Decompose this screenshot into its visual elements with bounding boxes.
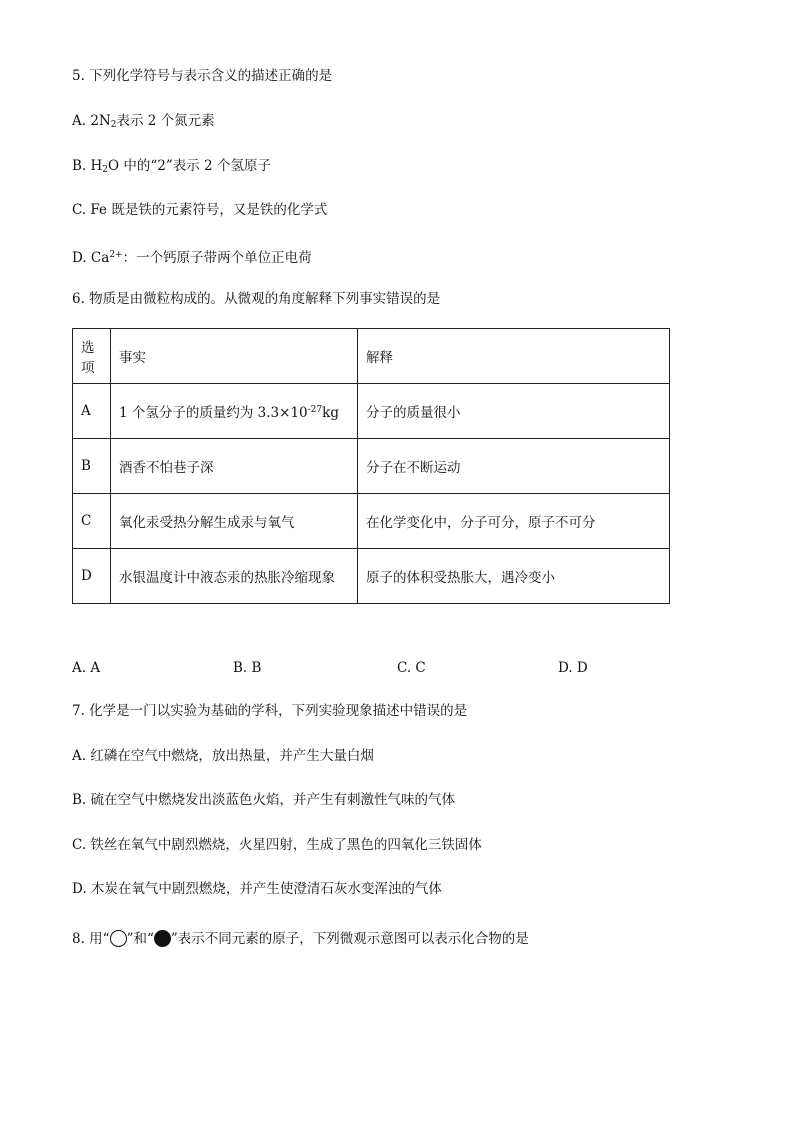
q7-option-c: C. 铁丝在氧气中剧烈燃烧，火星四射，生成了黑色的四氧化三铁固体 [72, 837, 482, 853]
table-row [73, 439, 670, 494]
q5-a-text-post: 表示 2 个氮元素 [116, 113, 215, 129]
header-fact: 事实 [111, 329, 358, 384]
table-row [73, 494, 670, 549]
q5-b-text: B. H [72, 158, 103, 174]
row-option: A [73, 384, 111, 439]
header-explanation: 解释 [358, 329, 670, 384]
row-fact: 氧化汞受热分解生成汞与氧气 [111, 494, 358, 549]
q5-option-a [72, 112, 215, 134]
row-explanation: 分子在不断运动 [358, 439, 670, 494]
q7-option-d: D. 木炭在氧气中剧烈燃烧，并产生使澄清石灰水变浑浊的气体 [72, 881, 442, 897]
q5-d-text: D. Ca [72, 250, 110, 266]
q5-option-b [72, 157, 271, 179]
table-header-row [73, 329, 670, 384]
row-fact: 水银温度计中液态汞的热胀冷缩现象 [111, 549, 358, 604]
q5-option-d [72, 246, 312, 267]
q7-option-a: A. 红磷在空气中燃烧，放出热量，并产生大量白烟 [72, 748, 374, 764]
row-explanation: 原子的体积受热胀大，遇冷变小 [358, 549, 670, 604]
q5-stem: 5. 下列化学符号与表示含义的描述正确的是 [72, 68, 333, 84]
q5-a-subscript: 2 [110, 120, 117, 130]
row-fact-text: 1 个氢分子的质量约为 3.3×10 [119, 405, 308, 421]
q6-option-d: D. D [558, 660, 588, 676]
table-row [73, 384, 670, 439]
q6-stem: 6. 物质是由微粒构成的。从微观的角度解释下列事实错误的是 [72, 291, 441, 307]
row-option: D [73, 549, 111, 604]
q8-text-post: ”表示不同元素的原子，下列微观示意图可以表示化合物的是 [170, 931, 529, 947]
q5-d-text-post: ：一个钙原子带两个单位正电荷 [122, 250, 312, 266]
q5-option-c: C. Fe 既是铁的元素符号，又是铁的化学式 [72, 202, 328, 218]
q5-a-text: A. 2N [72, 113, 111, 129]
q7-stem: 7. 化学是一门以实验为基础的学科，下列实验现象描述中错误的是 [72, 703, 468, 719]
q5-d-superscript: 2+ [109, 250, 123, 260]
row-option: B [73, 439, 111, 494]
filled-circle-icon [154, 930, 171, 947]
q7-option-b: B. 硫在空气中燃烧发出淡蓝色火焰，并产生有刺激性气味的气体 [72, 792, 456, 808]
row-fact-unit: kg [322, 405, 339, 421]
row-fact-exponent: -27 [307, 405, 323, 415]
hollow-circle-icon [110, 930, 127, 947]
row-explanation: 在化学变化中，分子可分，原子不可分 [358, 494, 670, 549]
q8-text-mid: ”和“ [126, 931, 154, 947]
row-fact: 酒香不怕巷子深 [111, 439, 358, 494]
q5-b-text-post: O 中的“2”表示 2 个氢原子 [108, 158, 271, 174]
row-explanation: 分子的质量很小 [358, 384, 670, 439]
q5-b-subscript: 2 [102, 165, 109, 175]
table-row [73, 549, 670, 604]
q8-stem [72, 930, 529, 948]
row-fact [111, 384, 358, 439]
q6-option-a: A. A [72, 660, 101, 676]
q6-table [72, 328, 670, 604]
q8-text-pre: 8. 用“ [72, 931, 110, 947]
q6-option-b: B. B [233, 660, 262, 676]
q6-option-c: C. C [397, 660, 426, 676]
row-option: C [73, 494, 111, 549]
header-option: 选项 [73, 329, 111, 384]
